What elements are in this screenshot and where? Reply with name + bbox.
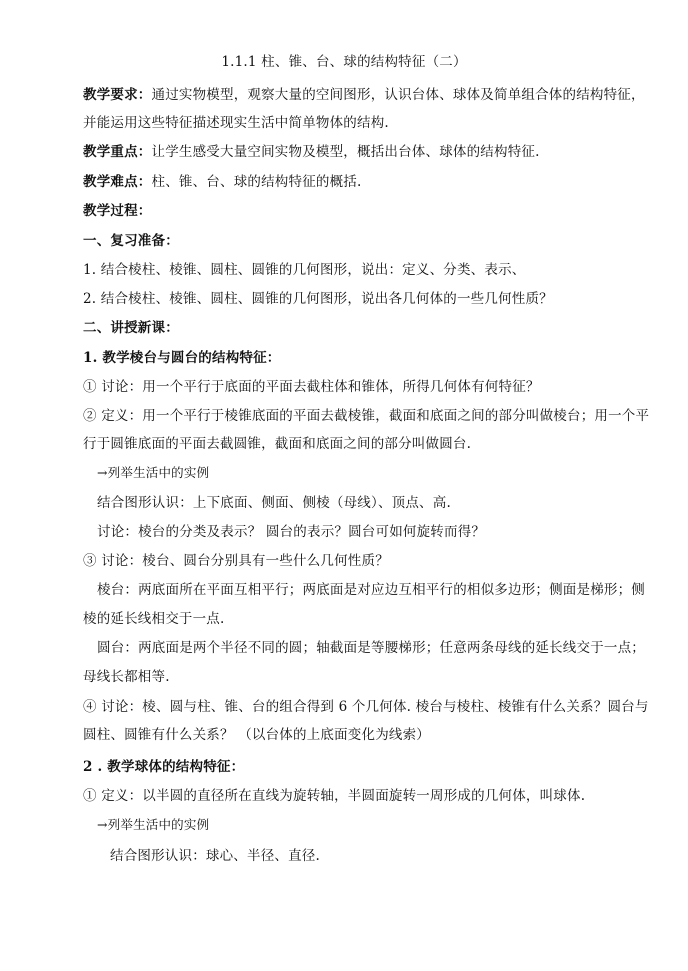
sub1-p3: ③ 讨论：棱台、圆台分别具有一些什么几何性质？ <box>83 553 389 569</box>
sub2-examples: →列举生活中的实例 <box>97 817 210 832</box>
sub1-recognize: 结合图形认识：上下底面、侧面、侧棱（母线）、顶点、高. <box>97 495 451 511</box>
sub1-p1: ① 讨论：用一个平行于底面的平面去截柱体和锥体，所得几何体有何特征？ <box>83 379 540 395</box>
requirements-label: 教学要求： <box>83 87 152 103</box>
section1-heading: 一、复习准备： <box>83 233 179 249</box>
sub1-examples: →列举生活中的实例 <box>97 465 210 480</box>
difficulties-text: 柱、锥、台、球的结构特征的概括. <box>151 174 362 190</box>
sub1-p4-line-1: ④ 讨论：棱、圆与柱、锥、台的组合得到 6 个几何体. 棱台与棱柱、棱锥有什么关系？圆台与 <box>83 699 649 715</box>
sub2-recognize: 结合图形认识：球心、半径、直径. <box>110 848 320 864</box>
sub1-p4-line-2: 圆柱、圆锥有什么关系？ （以台体的上底面变化为线索） <box>83 727 430 743</box>
page-title: 1.1.1 柱、锥、台、球的结构特征（二） <box>221 54 467 70</box>
sub1-discuss: 讨论：棱台的分类及表示？ 圆台的表示？圆台可如何旋转而得？ <box>97 524 486 540</box>
requirements-line-2: 并能运用这些特征描述现实生活中简单物体的结构. <box>83 115 389 131</box>
cone-frustum-line-2: 母线长都相等. <box>83 669 170 685</box>
key-points-text: 让学生感受大量空间实物及模型，概括出台体、球体的结构特征. <box>151 144 540 160</box>
frustum-line-2: 棱的延长线相交于一点. <box>83 611 225 627</box>
frustum-line-1: 棱台：两底面所在平面互相平行；两底面是对应边互相平行的相似多边形；侧面是梯形；侧 <box>97 582 645 598</box>
sub1-p2-line-2: 行于圆锥底面的平面去截圆锥，截面和底面之间的部分叫做圆台. <box>83 436 472 452</box>
requirements-line-1 <box>83 85 663 105</box>
process-label: 教学过程： <box>83 203 152 219</box>
section2-heading: 二、讲授新课： <box>83 320 179 336</box>
requirements-text-1: 通过实物模型，观察大量的空间图形，认识台体、球体及简单组合体的结构特征， <box>151 87 645 103</box>
cone-frustum-line-1: 圆台：两底面是两个半径不同的圆；轴截面是等腰梯形；任意两条母线的延长线交于一点； <box>97 640 645 656</box>
difficulties <box>83 172 663 192</box>
section1-item-2: 2. 结合棱柱、棱锥、圆柱、圆锥的几何图形，说出各几何体的一些几何性质？ <box>83 291 553 307</box>
key-points <box>83 142 663 162</box>
sub2-heading: 2 . 教学球体的结构特征： <box>83 759 245 775</box>
key-points-label: 教学重点： <box>83 144 152 160</box>
section1-item-1: 1. 结合棱柱、棱锥、圆柱、圆锥的几何图形，说出：定义、分类、表示、 <box>83 262 526 278</box>
difficulties-label: 教学难点： <box>83 174 152 190</box>
sub2-p1: ① 定义：以半圆的直径所在直线为旋转轴，半圆面旋转一周形成的几何体，叫球体. <box>83 788 586 804</box>
sub1-p2-line-1: ② 定义：用一个平行于棱锥底面的平面去截棱锥，截面和底面之间的部分叫做棱台；用一个平 <box>83 408 650 424</box>
sub1-heading: 1. 教学棱台与圆台的结构特征： <box>83 350 281 366</box>
